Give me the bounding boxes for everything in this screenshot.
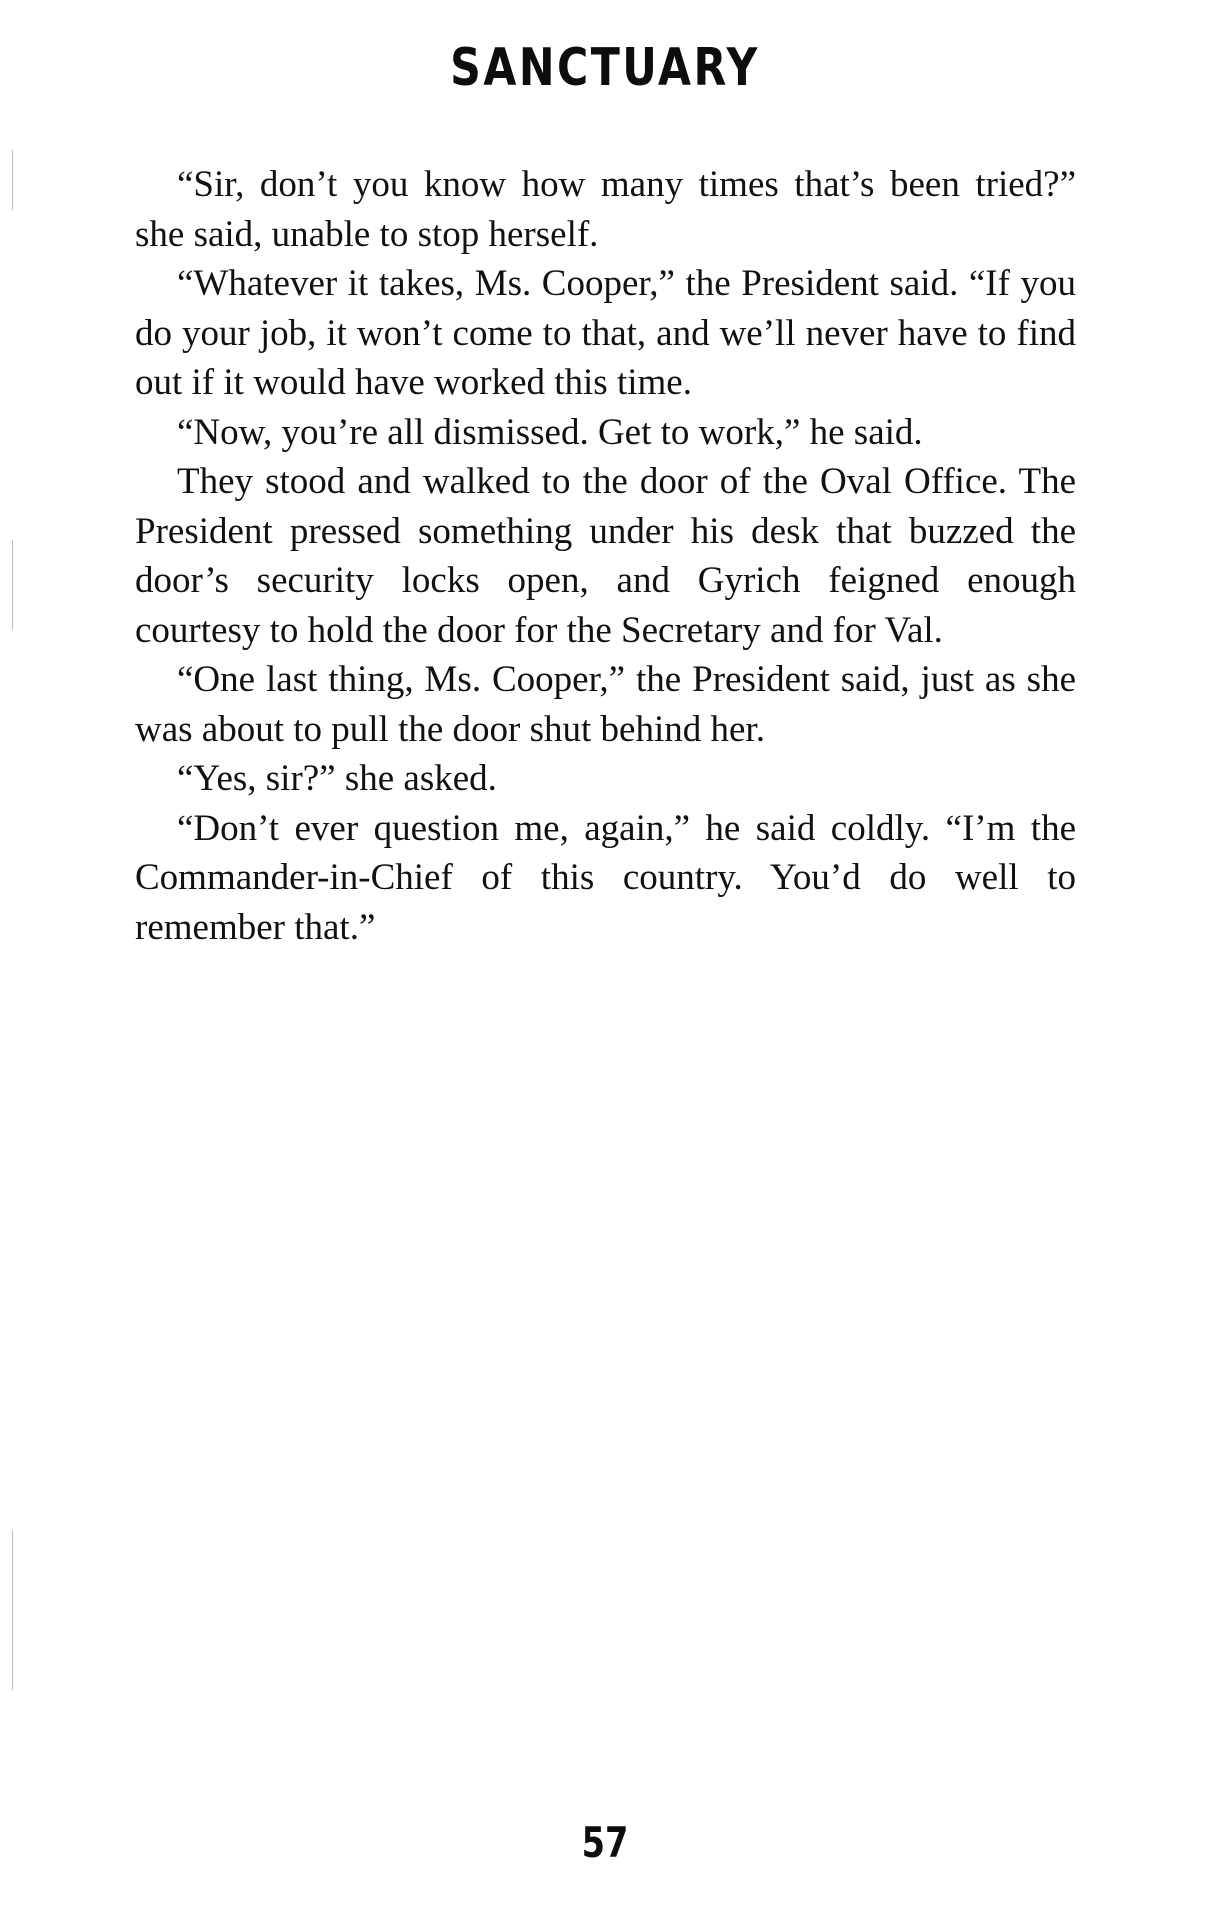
scan-gutter-mark (12, 1530, 13, 1690)
running-head-title: SANCTUARY (450, 38, 760, 98)
scan-gutter-mark (12, 150, 13, 210)
page-body-text (135, 160, 1076, 952)
paragraph: “Whatever it takes, Ms. Cooper,” the President said. “If you do your job, it won’t come to that, and we’ll never have to find out if it would have worked this time. (135, 263, 1076, 403)
paragraph: “Yes, sir?” she asked. (177, 758, 497, 799)
page-number: 57 (581, 1818, 629, 1867)
paragraph: “Sir, don’t you know how many times that’s been tried?” she said, unable to stop herself. (135, 164, 1076, 255)
paragraph: They stood and walked to the door of the Oval Office. The President pressed something under his desk that buzzed the door’s security locks open, and Gyrich feigned enough courtesy to hold the door for the Secretary and for Val. (135, 461, 1076, 651)
paragraph: “One last thing, Ms. Cooper,” the President said, just as she was about to pull the door shut behind her. (135, 659, 1076, 750)
scan-gutter-mark (12, 540, 13, 630)
paragraph: “Now, you’re all dismissed. Get to work,” he said. (177, 411, 923, 453)
paragraph: “Don’t ever question me, again,” he said coldly. “I’m the Commander-in-Chief of this country. You’d do well to remember that.” (135, 807, 1076, 948)
